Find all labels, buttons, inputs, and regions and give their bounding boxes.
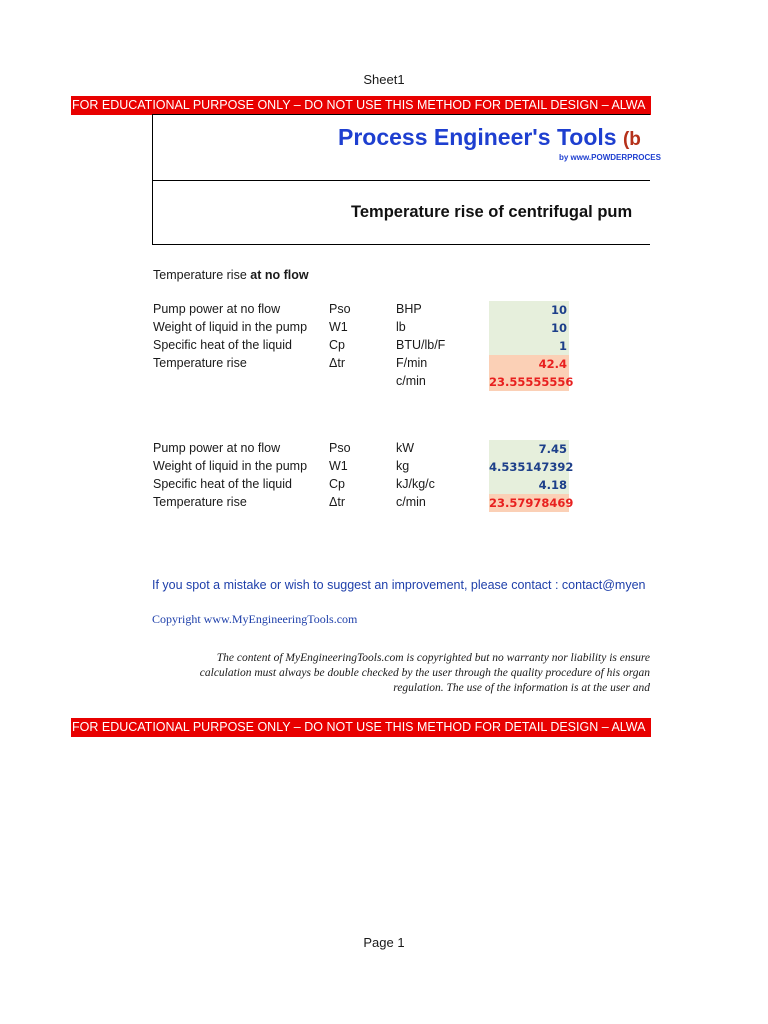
row-unit: kg <box>396 459 410 473</box>
brand-paren: (b <box>622 129 641 150</box>
header-divider <box>153 180 650 181</box>
table-row <box>0 373 768 391</box>
table-row <box>0 301 768 319</box>
sheet-name: Sheet1 <box>363 72 405 87</box>
table-row <box>0 337 768 355</box>
row-symbol: Pso <box>329 302 351 316</box>
section-title-prefix: Temperature rise <box>153 268 247 282</box>
row-label: Temperature rise <box>153 356 247 370</box>
section-title-bold: at no flow <box>250 268 309 282</box>
disclaimer-line: regulation. The use of the information is at the user and <box>393 682 650 694</box>
page-number: Page 1 <box>363 935 405 950</box>
row-unit: kW <box>396 441 415 455</box>
brand-subtitle[interactable]: by www.POWDERPROCES <box>559 153 661 162</box>
row-label: Pump power at no flow <box>153 441 281 455</box>
row-label: Weight of liquid in the pump <box>153 459 308 473</box>
row-unit: BTU/lb/F <box>396 338 446 352</box>
row-symbol: Δtr <box>329 495 345 509</box>
row-symbol: Δtr <box>329 356 345 370</box>
table-row <box>0 319 768 337</box>
input-value-cell[interactable]: 4.18 <box>489 476 569 494</box>
row-unit: BHP <box>396 302 422 316</box>
input-value-cell[interactable]: 7.45 <box>489 440 569 458</box>
row-unit: kJ/kg/c <box>396 477 435 491</box>
section-title <box>153 268 309 282</box>
table-row <box>0 494 768 512</box>
table-row <box>0 355 768 373</box>
calculation-title: Temperature rise of centrifugal pum <box>351 203 633 221</box>
table-row <box>0 458 768 476</box>
educational-warning-banner-bottom: FOR EDUCATIONAL PURPOSE ONLY – DO NOT USE THIS METHOD FOR DETAIL DESIGN – ALWA <box>71 718 651 737</box>
row-unit: c/min <box>396 374 426 388</box>
row-unit: F/min <box>396 356 428 370</box>
disclaimer-line: The content of MyEngineeringTools.com is copyrighted but no warranty nor liability is ensure <box>216 652 650 664</box>
row-label: Pump power at no flow <box>153 302 281 316</box>
copyright-link[interactable]: Copyright www.MyEngineeringTools.com <box>152 612 358 626</box>
row-symbol: W1 <box>329 459 348 473</box>
disclaimer-line: calculation must always be double checked by the user through the quality procedure of his organ <box>199 667 650 679</box>
row-label: Weight of liquid in the pump <box>153 320 308 334</box>
row-symbol: Cp <box>329 477 345 491</box>
row-label: Specific heat of the liquid <box>153 477 292 491</box>
computed-value-cell: 42.4 <box>489 355 569 373</box>
row-symbol: Cp <box>329 338 345 352</box>
computed-value-cell: 23.55555556 <box>489 375 574 389</box>
input-value-cell[interactable]: 10 <box>489 301 569 319</box>
contact-text[interactable]: If you spot a mistake or wish to suggest an improvement, please contact : contact@myen <box>152 578 646 592</box>
table-row <box>0 476 768 494</box>
input-value-cell[interactable]: 1 <box>489 337 569 355</box>
row-label: Temperature rise <box>153 495 247 509</box>
row-symbol: W1 <box>329 320 348 334</box>
brand-title <box>338 124 641 151</box>
row-unit: c/min <box>396 495 426 509</box>
brand-name: Process Engineer's Tools <box>338 124 617 150</box>
input-value-cell[interactable]: 4.535147392 <box>489 460 574 474</box>
tool-header <box>152 114 661 245</box>
input-value-cell[interactable]: 10 <box>489 319 569 337</box>
table-row <box>0 440 768 458</box>
educational-warning-banner-top: FOR EDUCATIONAL PURPOSE ONLY – DO NOT USE THIS METHOD FOR DETAIL DESIGN – ALWA <box>71 96 651 115</box>
row-label: Specific heat of the liquid <box>153 338 292 352</box>
row-unit: lb <box>396 320 406 334</box>
computed-value-cell: 23.57978469 <box>489 496 574 510</box>
row-symbol: Pso <box>329 441 351 455</box>
